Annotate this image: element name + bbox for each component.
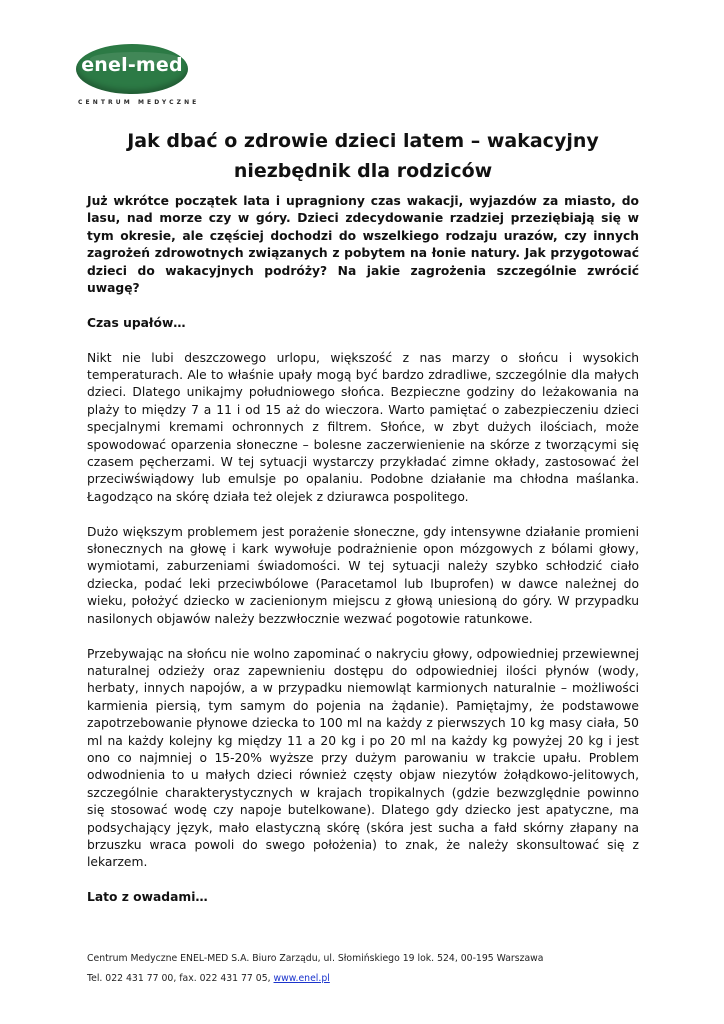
body-paragraph: Przebywając na słońcu nie wolno zapominać o nakryciu głowy, odpowiedniej przewiewnej naturalnej odzieży oraz zapewnieniu dostępu do odpowiedniej ilości płynów (wody, herbaty, innych napojów, a w przypadku niemowląt karmionych naturalnie – możliwości karmienia piersią, tym samym do pojenia na żądanie). Pamiętajmy, że podstawowe zapotrzebowanie płynowe dziecka to 100 ml na każdy z pierwszych 10 kg masy ciała, 50 ml na każdy kolejny kg między 11 a 20 kg i po 20 ml na każdy kg powyżej 20 kg i jest ono co najmniej o 15-20% wyższe przy dużym parowaniu w trakcie upału. Problem odwodnienia to u małych dzieci również częsty objaw niezytów żołądkowo-jelitowych, szczególnie charakterystycznych w krajach tropikalnych (gdzie bezwzględnie powinno się stosować wodę czy napoje butelkowane). Dlatego gdy dziecko jest apatyczne, ma podsychający język, mało elastyczną skórę (skóra jest sucha a fałd skórny złapany na brzuszku wraca powoli do swego położenia) to znak, że należy skonsultować się z lekarzem. bbox=[87, 646, 639, 870]
section-heading-heat: Czas upałów… bbox=[87, 315, 186, 330]
footer-phone-fax: Tel. 022 431 77 00, fax. 022 431 77 05, bbox=[87, 973, 274, 984]
footer-website-link[interactable]: www.enel.pl bbox=[273, 973, 330, 984]
document-title: Jak dbać o zdrowie dzieci latem – wakacyjny niezbędnik dla rodziców bbox=[127, 130, 599, 182]
footer-contact bbox=[87, 969, 647, 989]
footer-address: Centrum Medyczne ENEL-MED S.A. Biuro Zarządu, ul. Słomińskiego 19 lok. 524, 00-195 Warszawa bbox=[87, 953, 544, 964]
company-logo bbox=[72, 40, 200, 110]
page-footer bbox=[87, 949, 647, 989]
logo-tagline: CENTRUM MEDYCZNE bbox=[78, 99, 200, 106]
intro-paragraph: Już wkrótce początek lata i upragniony czas wakacji, wyjazdów za miasto, do lasu, nad morze czy w góry. Dzieci zdecydowanie rzadziej przeziębiają się w tym okresie, ale częściej dochodzi do wszelkiego rodzaju urazów, czy innych zagrożeń zdrowotnych związanych z pobytem na łonie natury. Jak przygotować dzieci do wakacyjnych podróży? Na jakie zagrożenia szczególnie zwrócić uwagę? bbox=[87, 194, 639, 296]
section-heading-insects: Lato z owadami… bbox=[87, 890, 208, 905]
document-body bbox=[87, 193, 639, 907]
body-paragraph: Nikt nie lubi deszczowego urlopu, większość z nas marzy o słońcu i wysokich temperaturach. Ale to właśnie upały mogą być bardzo zdradliwe, szczególnie dla małych dzieci. Dlatego unikajmy południowego słońca. Bezpieczne godziny do leżakowania na plaży to między 7 a 11 i od 15 aż do wieczora. Warto pamiętać o zabezpieczeniu dzieci specjalnymi kremami ochronnych z filtrem. Słońce, w zbyt dużych ilościach, może spowodować oparzenia słoneczne – bolesne zaczerwienienie na skórze z tworzącymi się czasem pęcherzami. W tej sytuacji wystarczy przykładać zimne okłady, zastosować żel przeciwświądowy lub emulsje po opalaniu. Podobne działanie ma chłodna maślanka. Łagodząco na skórę działa też olejek z dziurawca pospolitego. bbox=[87, 350, 639, 504]
logo-brand-text: enel-med bbox=[81, 54, 183, 76]
body-paragraph: Dużo większym problemem jest porażenie słoneczne, gdy intensywne działanie promieni słonecznych na głowę i kark wywołuje podrażnienie opon mózgowych z bólami głowy, wymiotami, zaburzeniami świadomości. W tej sytuacji należy szybko schłodzić ciało dziecka, podać leki przeciwbólowe (Paracetamol lub Ibuprofen) w dawce należnej do wieku, położyć dziecko w zacienionym miejscu z głową uniesioną do góry. W przypadku nasilonych objawów należy bezzwłocznie wezwać pogotowie ratunkowe. bbox=[87, 524, 639, 626]
